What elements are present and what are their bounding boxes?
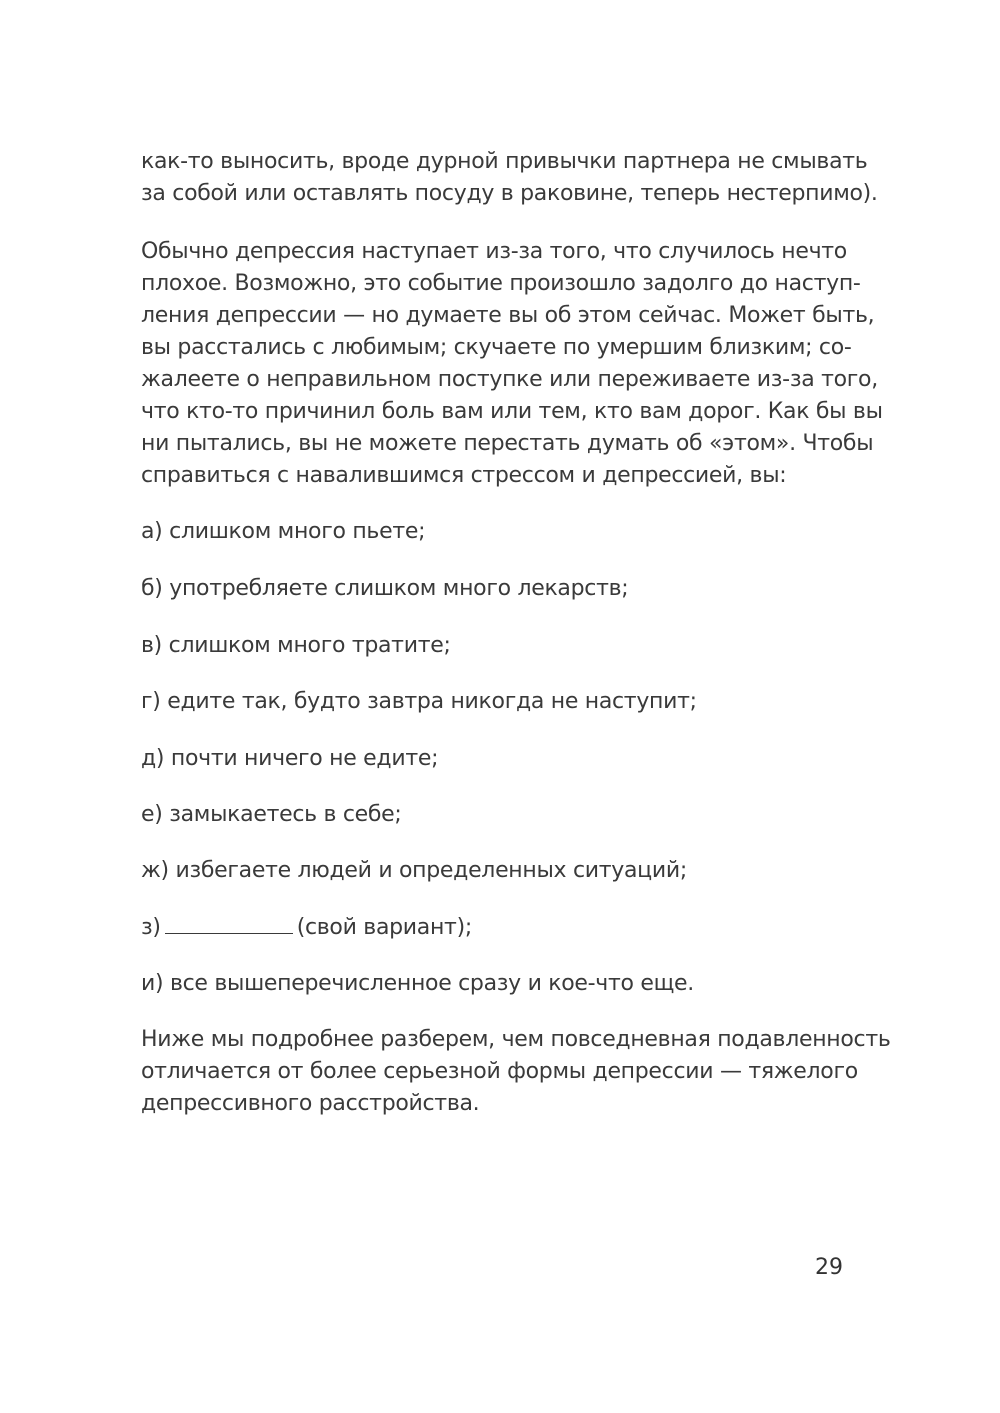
paragraph-line: жалеете о неправильном поступке или переживаете из-за того, — [141, 367, 878, 392]
paragraph-continuation — [141, 146, 878, 210]
list-item-d: д) почти ничего не едите; — [141, 746, 439, 771]
paragraph-line: за собой или оставлять посуду в раковине, теперь нестерпимо). — [141, 181, 878, 206]
paragraph-line: справиться с навалившимся стрессом и депрессией, вы: — [141, 463, 787, 488]
list-item-v: в) слишком много тратите; — [141, 633, 451, 658]
list-item-i: и) все вышеперечисленное сразу и кое-что еще. — [141, 971, 694, 996]
list-item-a: а) слишком много пьете; — [141, 519, 426, 544]
paragraph-line: вы расстались с любимым; скучаете по умершим близким; со- — [141, 335, 852, 360]
paragraph-line: ни пытались, вы не можете перестать думать об «этом». Чтобы — [141, 431, 874, 456]
paragraph-line: плохое. Возможно, это событие произошло задолго до наступ- — [141, 271, 861, 296]
paragraph-line: депрессивного расстройства. — [141, 1091, 480, 1116]
paragraph-line: ления депрессии — но думаете вы об этом сейчас. Может быть, — [141, 303, 875, 328]
paragraph-line: Ниже мы подробнее разберем, чем повседневная подавленность — [141, 1027, 891, 1052]
page-number: 29 — [815, 1255, 843, 1280]
list-item-z-suffix: (свой вариант); — [296, 915, 472, 940]
paragraph-depression-causes — [141, 236, 883, 492]
list-item-g: г) едите так, будто завтра никогда не наступит; — [141, 689, 697, 714]
list-item-e: е) замыкаетесь в себе; — [141, 802, 402, 827]
fill-in-blank-line — [165, 915, 293, 934]
paragraph-line: как-то выносить, вроде дурной привычки партнера не смывать — [141, 149, 868, 174]
list-item-b: б) употребляете слишком много лекарств; — [141, 576, 629, 601]
paragraph-conclusion — [141, 1024, 891, 1120]
list-item-z — [141, 912, 472, 944]
paragraph-line: отличается от более серьезной формы депрессии — тяжелого — [141, 1059, 858, 1084]
paragraph-line: что кто-то причинил боль вам или тем, кто вам дорог. Как бы вы — [141, 399, 883, 424]
list-item-z-prefix: з) — [141, 915, 161, 940]
paragraph-line: Обычно депрессия наступает из-за того, что случилось нечто — [141, 239, 847, 264]
list-item-zh: ж) избегаете людей и определенных ситуаций; — [141, 858, 687, 883]
